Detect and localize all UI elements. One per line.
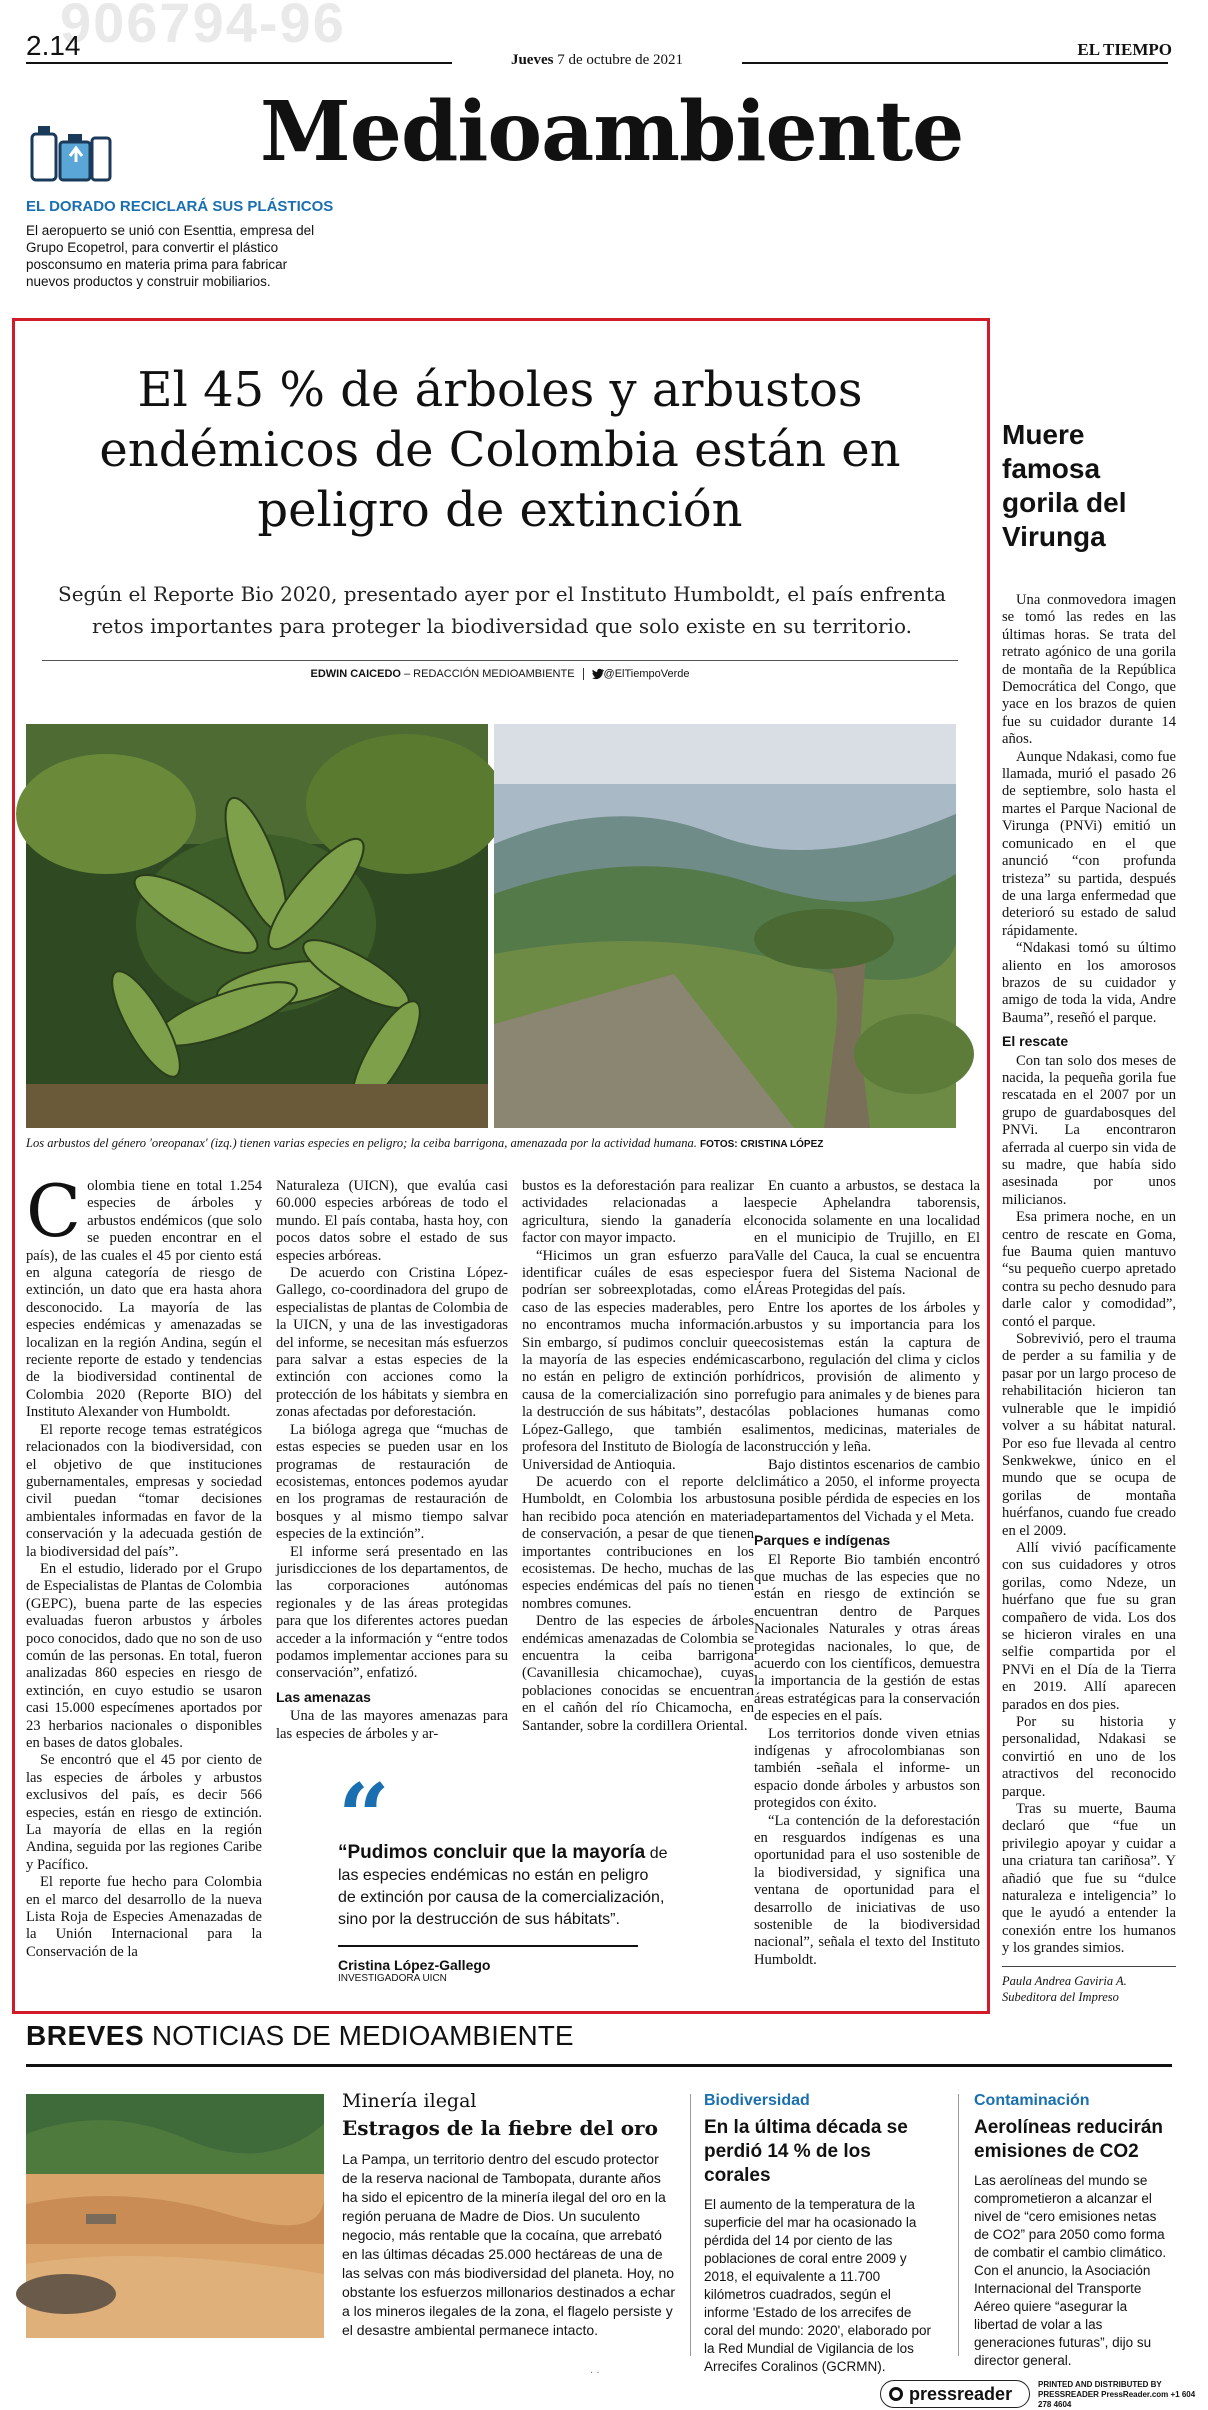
ceiba-barrigona-photo: [494, 724, 956, 1128]
article-column-1: [26, 1169, 262, 1961]
breve-2-text: El aumento de la temperatura de la superficie del mar ha ocasionado la pérdida del 14 por ciento de las poblaciones de coral entre 2009 y 2018, el equivalente a 11.700 kilómetros cuadrados, según el informe 'Estado de los arrecifes de coral del mundo: 2020', elaborado por la Red Mundial de Vigilancia de los Arrecifes Coralinos (GCRMN).: [704, 2197, 931, 2374]
article-paragraph: bustos es la deforestación para realizar actividades relacionadas a la agricultura, siendo la ganadería el factor con mayor impacto.: [522, 1178, 754, 1247]
breve-3-kicker: Contaminación: [974, 2092, 1090, 2109]
footer-dots: · ·: [590, 2368, 600, 2379]
sidebar-text: El aeropuerto se unió con Esenttia, empresa del Grupo Ecopetrol, para convertir el plástico posconsumo en materia prima para fabricar nuevos productos y construir mobiliarios.: [26, 223, 315, 289]
illegal-mining-photo: [26, 2094, 324, 2338]
story-paragraph: Esa primera noche, en un centro de rescate en Goma, fue Bauma quien mantuvo “su pequeño cuerpo apretado contra su pecho desnudo para darle calor y comodidad”, contó el parque.: [1002, 1209, 1176, 1330]
article-paragraph: De acuerdo con el reporte del Humboldt, en Colombia los arbustos han recibido poca atención en materia de conservación, a pesar de que tienen importantes contribuciones en los ecosistemas. De hecho, muchas de las especies endémicas del país no tienen nombres comunes.: [522, 1473, 754, 1612]
pull-quote-text: “Pudimos concluir que la mayoría de las especies endémicas no están en peligro de extinción por causa de la comercialización, sino por la destrucción de sus hábitats”.: [338, 1842, 668, 1928]
article-paragraph: “La contención de la deforestación en resguardos indígenas es una oportunidad para el uso sostenible de la biodiversidad, y significa una ventana de oportunidad para el desarrollo de iniciativas de uso sostenible de la biodiversidad nacional”, señala el texto del Instituto Humboldt.: [754, 1812, 980, 1968]
breves-divider: [690, 2094, 691, 2356]
story-paragraph: Allí vivió pacíficamente con sus cuidadores y otros gorilas, como Ndeze, un huérfano que fue su gran compañero de vida. Los dos se hicieron virales en una selfie compartida por el PNVi en el Día de la Tierra en 2019. Allí aparecen parados en dos pies.: [1002, 1539, 1176, 1713]
byline-author: EDWIN CAICEDO: [310, 668, 401, 680]
header-rule-right: [742, 62, 1168, 64]
article-paragraph: El informe será presentado en las jurisdicciones de los departamentos, de las corporaciones autónomas regionales y de las áreas protegidas para que los diferentes actores puedan acceder a la información y “entre todos podamos implementar acciones para su conservación”, enfatizó.: [276, 1543, 508, 1682]
breves-section-title: BREVES NOTICIAS DE MEDIOAMBIENTE: [26, 2020, 574, 2051]
breve-2-headline: En la última década se perdió 14 % de los corales: [704, 2117, 908, 2186]
photo-credit: FOTOS: CRISTINA LÓPEZ: [700, 1139, 824, 1150]
breve-1-text: La Pampa, un territorio dentro del escudo protector de la reserva nacional de Tambopata, durante años ha sido el epicentro de la minería ilegal del oro en la región peruana de Madre de Dios. Un suculento negocio, más rentable que la cocaína, que arrebató en las últimas décadas 25.000 hectáreas de una de las selvas con más biodiversidad del planeta. Hoy, no obstante los esfuerzos millonarios destinados a echar a los mineros ilegales de la zona, el flagelo persiste y el desastre ambiental permanece intacto.: [342, 2151, 676, 2338]
article-column-4: [754, 1178, 980, 1969]
oreopanax-shrub-photo: [26, 724, 488, 1128]
article-column-2: [276, 1178, 508, 1743]
article-paragraph: El reporte recoge temas estratégicos relacionados con la biodiversidad, con el objetivo de que instituciones gubernamentales, empresas y sociedad civil puedan “tomar decisiones ambientales informadas en favor de la conservación y la adecuada gestión de la biodiversidad del país”.: [26, 1421, 262, 1560]
issue-date: Jueves 7 de octubre de 2021: [510, 52, 684, 68]
breves-rule: [26, 2064, 1172, 2067]
header-rule-left: [26, 62, 452, 64]
article-paragraph: El reporte fue hecho para Colombia en el marco del desarrollo de la nueva Lista Roja de Especies Amenazadas de la Unión Internacional para la Conservación de la: [26, 1874, 262, 1960]
breve-3-text: Las aerolíneas del mundo se comprometieron a alcanzar el nivel de “cero emisiones netas de CO2” para 2050 como forma de combatir el cambio climático. Con el anuncio, la Asociación Internacional del Transporte Aéreo quiere “asegurar la libertad de volar a las generaciones futuras”, dijo su director general.: [974, 2173, 1167, 2368]
byline-desk: – REDACCIÓN MEDIOAMBIENTE: [400, 668, 575, 680]
pull-quote-rule: [338, 1945, 638, 1947]
masthead: EL TIEMPO: [1077, 40, 1172, 59]
page-watermark: 906794-96: [60, 0, 346, 54]
section-title: Medioambiente: [260, 84, 964, 180]
twitter-icon: [592, 669, 604, 679]
story-paragraph: Con tan solo dos meses de nacida, la pequeña gorila fue rescatada en el 2007 por un grupo de guardabosques del PNVi. La encontraron aferrada al cuerpo sin vida de su madre, que había sido asesinada por unos milicianos.: [1002, 1052, 1176, 1208]
article-paragraph: Una de las mayores amenazas para las especies de árboles y ar-: [276, 1708, 508, 1742]
signature-name: Paula Andrea Gaviria A.: [1002, 1973, 1127, 1988]
article-headline: El 45 % de árboles y arbustos endémicos de Colombia están en peligro de extinción: [99, 362, 901, 538]
byline-twitter: @ElTiempoVerde: [603, 668, 690, 680]
pull-quote: [330, 1764, 678, 1990]
article-paragraph: Dentro de las especies de árboles endémicas amenazadas de Colombia se encuentra la ceiba barrigona (Cavanillesia chicamochae), cuyas poblaciones conocidas se encuentran en el cañón del río Chicamocha, en Santander, sobre la cordillera Oriental.: [522, 1613, 754, 1734]
breve-3: [974, 2092, 1172, 2370]
article-paragraph: Entre los aportes de los árboles y arbustos y su importancia para los ecosistemas están la captura de carbono, regulación del clima y ciclos hídricos, provisión de alimento y refugio para animales y de bienes para las poblaciones humanas como alimentos, medicinas, materiales de construcción y leña.: [754, 1299, 980, 1456]
drop-cap: C: [26, 1169, 82, 1253]
story-paragraph: Sobrevivió, pero el trauma de perder a su familia y de pasar por un largo proceso de rehabilitación hicieron tan vulnerable que le impidió volver a su hábitat natural. Por eso fue llevada al centro Senkwekwe, único en el mundo que se ocupa de gorilas de montaña huérfanos, cuando fue creado en el 2009.: [1002, 1331, 1176, 1539]
article-paragraph: Colombia tiene en total 1.254 especies de árboles y arbustos endémicos (que solo se pueden encontrar en el país), de las cuales el 45 por ciento está en alguna categoría de riesgo de extinción, un dato que era hasta ahora desconocido. La mayoría de las especies endémicas y amenazadas se localizan en la región Andina, según el reciente reporte de estado y tendencias de la biodiversidad continental de Colombia 2020 (Reporte BIO) del Instituto Alexander von Humboldt.: [26, 1169, 262, 1421]
pressreader-icon: [889, 2387, 903, 2401]
breve-1-kicker: Minería ilegal: [342, 2090, 477, 2112]
article-column-3: [522, 1178, 754, 1735]
article-paragraph: La bióloga agrega que “muchas de estas especies se pueden usar en los programas de restauración de ecosistemas, entonces podemos ayudar en los programas de restauración de bosques y al mismo tiempo salvar especies de la extinción”.: [276, 1421, 508, 1543]
byline-rule: [42, 660, 958, 661]
story-paragraph: Aunque Ndakasi, como fue llamada, murió el pasado 26 de septiembre, solo hasta el martes el Parque Nacional de Virunga (PNVi) emitió un comunicado en el que anunció “con profunda tristeza” su partida, después de una larga enfermedad que deterioró su estado de salud rápidamente.: [1002, 748, 1176, 939]
story-paragraph: Una conmovedora imagen se tomó las redes en las últimas horas. Se trata del retrato agónico de una gorila de montaña de la República Democrática del Congo, que yace en los brazos de quien fue su cuidador durante 14 años.: [1002, 592, 1176, 748]
article-paragraph: En cuanto a arbustos, se destaca la especie Aphelandra taborensis, conocida solamente en una localidad en el municipio de Trujillo, en El Valle del Cauca, la cual se encuentra por fuera del Sistema Nacional de Áreas Protegidas del país.: [754, 1178, 980, 1299]
breves-divider: [958, 2094, 959, 2356]
page-number: 2.14: [26, 30, 81, 61]
subheading-parques: Parques e indígenas: [754, 1532, 891, 1549]
breve-2-kicker: Biodiversidad: [704, 2092, 810, 2109]
photo-caption: Los arbustos del género 'oreopanax' (izq.) tienen varias especies en peligro; la ceiba barrigona, amenazada por la actividad humana. FOTOS: CRISTINA LÓPEZ: [26, 1136, 824, 1150]
breve-1-headline: Estragos de la fiebre del oro: [342, 2116, 658, 2140]
sidebar-kicker: EL DORADO RECICLARÁ SUS PLÁSTICOS: [26, 198, 334, 215]
gorilla-story-body: [1002, 592, 1176, 2005]
pressreader-legal: PRINTED AND DISTRIBUTED BY PRESSREADER PressReader.com +1 604 278 4604: [1038, 2380, 1196, 2409]
recycle-bottle-icon: [30, 112, 114, 186]
quote-mark-icon: “: [338, 1764, 390, 1870]
article-paragraph: De acuerdo con Cristina López-Gallego, co-coordinadora del grupo de especialistas de plantas de Colombia de la UICN, y una de las investigadoras del informe, se necesitan más esfuerzos para salvar a estas especies de la extinción con acciones como la protección de los hábitats y siembra en zonas afectadas por deforestación.: [276, 1265, 508, 1421]
story-paragraph: Tras su muerte, Bauma declaró que “fue un privilegio apoyar y cuidar a una criatura tan cariñosa”. Y añadió que fue su “dulce naturaleza e inteligencia” lo que le ayudó a entender la conexión entre los humanos y los grandes simios.: [1002, 1801, 1176, 1957]
gorilla-story-title: Muere famosa gorila del Virunga: [1002, 419, 1127, 552]
breve-2: [704, 2092, 934, 2376]
subheading-amenazas: Las amenazas: [276, 1688, 371, 1705]
article-paragraph: Se encontró que el 45 por ciento de las especies de árboles y arbustos exclusivos del país, es decir 566 especies, están en riesgo de extinción. La mayoría de ellas en la región Andina, seguida por las regiones Caribe y Pacífico.: [26, 1752, 262, 1873]
article-paragraph: En el estudio, liderado por el Grupo de Especialistas de Plantas de Colombia (GEPC), buena parte de las especies evaluadas fueron arbustos y árboles poco conocidos, dado que no son de uso común de las personas. En total, fueron analizadas 860 especies en riesgo de extinción, en cuyo estudio se usaron casi 15.000 especímenes aportados por 23 herbarios nacionales o disponibles en bases de datos globales.: [26, 1560, 262, 1751]
pull-quote-name: Cristina López-Gallego: [338, 1957, 491, 1973]
article-subhead: Según el Reporte Bio 2020, presentado ayer por el Instituto Humboldt, el país enfrenta retos importantes para proteger la biodiversidad que solo existe en su territorio.: [58, 582, 946, 638]
breve-3-headline: Aerolíneas reducirán emisiones de CO2: [974, 2117, 1164, 2162]
article-paragraph: El Reporte Bio también encontró que muchas de las especies que no están en riesgo de extinción se encuentran dentro de Parques Nacionales Naturales y otras áreas protegidas nacionales, lo que, de acuerdo con los científicos, demuestra la importancia de la gestión de estas áreas estratégicas para la conservación de especies en el país.: [754, 1551, 980, 1725]
article-paragraph: Naturaleza (UICN), que evalúa casi 60.000 especies arbóreas de todo el mundo. El país contaba, hasta hoy, con pocos datos sobre el estado de sus especies arbóreas.: [276, 1178, 508, 1264]
article-paragraph: Los territorios donde viven etnias indígenas y afrocolombianas son también -señala el informe- un espacio donde árboles y arbustos son protegidos con éxito.: [754, 1725, 980, 1812]
pull-quote-role: INVESTIGADORA UICN: [338, 1973, 447, 1984]
signature-role: Subeditora del Impreso: [1002, 1989, 1119, 2004]
story-paragraph: “Ndakasi tomó su último aliento en los amorosos brazos de su cuidador y amigo de toda la vida, Andre Bauma”, reseñó el parque.: [1002, 940, 1176, 1026]
story-paragraph: Por su historia y personalidad, Ndakasi se convirtió en uno de los atractivos del reconocido parque.: [1002, 1714, 1176, 1800]
article-paragraph: “Hicimos un gran esfuerzo para identificar cuáles de esas especies podrían ser sobreexplotadas, como el caso de las especies maderables, pero no encontramos mucha información. Sin embargo, sí pudimos concluir que la mayoría de las especies endémicas no están en peligro de extinción por causa de la comercialización sino por la destrucción de sus hábitats”, destacó López-Gallego, que también es profesora del Instituto de Biología de la Universidad de Antioquia.: [522, 1247, 754, 1473]
subheading-rescate: El rescate: [1002, 1033, 1069, 1050]
article-paragraph: Bajo distintos escenarios de cambio climático a 2050, el informe proyecta una posible pérdida de especies en los departamentos del Vichada y el Meta.: [754, 1456, 980, 1525]
pressreader-logo: pressreader: [880, 2380, 1030, 2408]
byline: [42, 668, 958, 680]
signature-rule: [1002, 1966, 1176, 1967]
